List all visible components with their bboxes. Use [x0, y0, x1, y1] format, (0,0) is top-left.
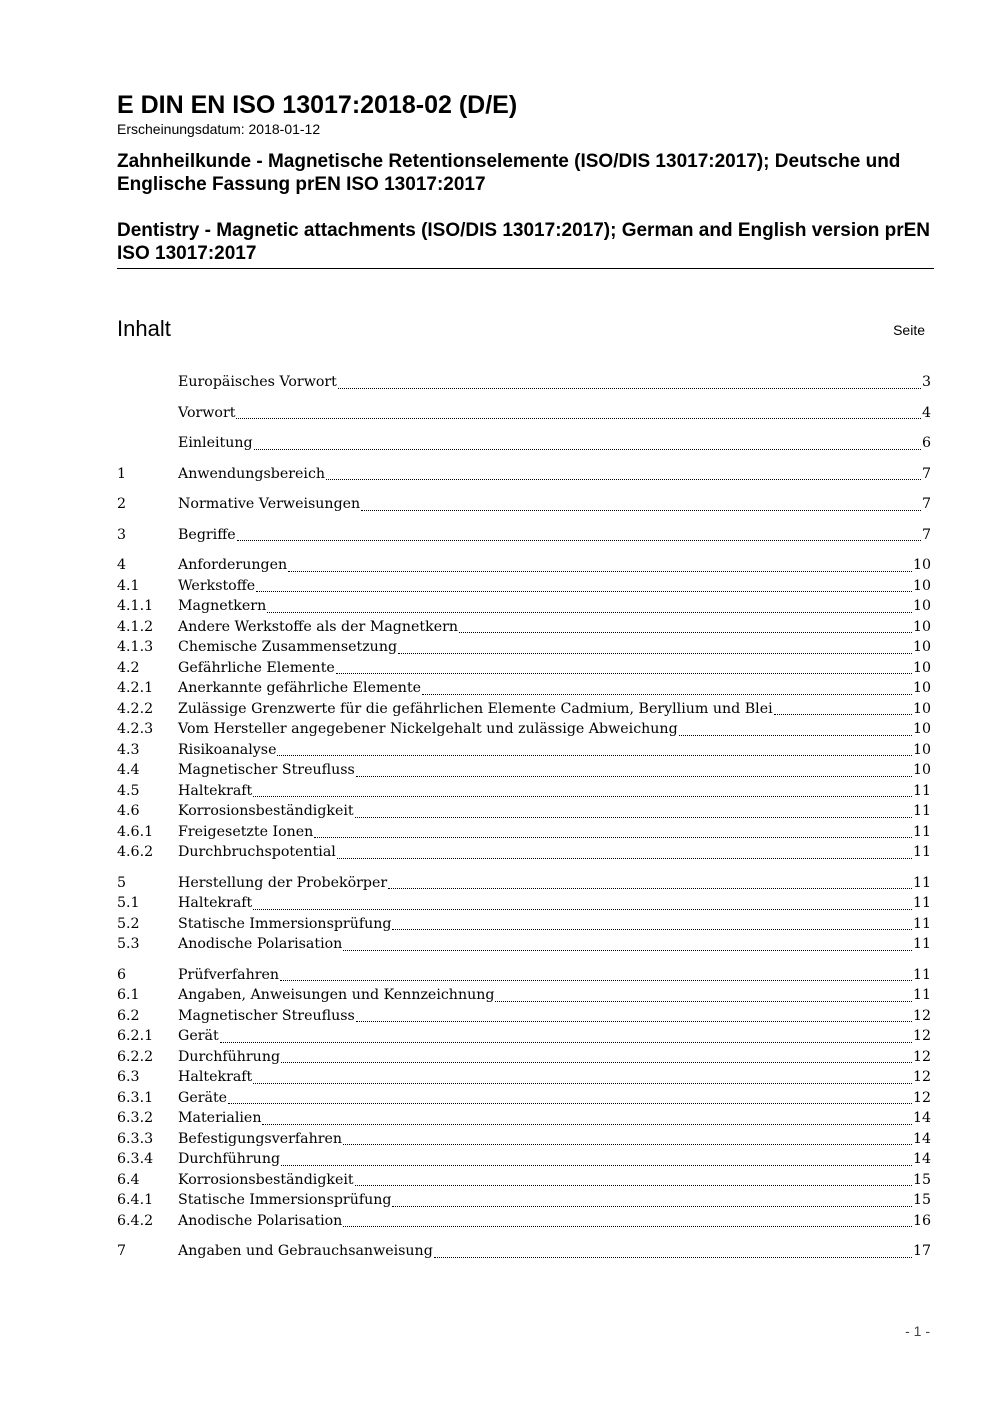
toc-entry-number: 5.3 — [117, 936, 140, 952]
toc-entry[interactable] — [117, 1108, 931, 1129]
toc-entry-number: 6 — [117, 966, 127, 983]
toc-dot-leader — [679, 734, 912, 736]
toc-entry[interactable] — [117, 893, 931, 914]
toc-entry[interactable] — [117, 1067, 931, 1088]
toc-entry-title: Durchführung — [178, 1151, 281, 1167]
toc-entry-title: Freigesetzte Ionen — [178, 823, 314, 840]
toc-entry-number: 4.1.2 — [117, 618, 154, 635]
toc-entry-page: 11 — [912, 936, 931, 952]
toc-entry-number: 5.2 — [117, 915, 140, 932]
toc-entry-title: Durchführung — [178, 1048, 281, 1065]
toc-entry-title: Statische Immersionsprüfung — [178, 1192, 392, 1208]
toc-dot-leader — [392, 1205, 911, 1207]
toc-entry[interactable] — [117, 965, 931, 986]
toc-dot-leader — [392, 928, 911, 930]
toc-entry[interactable] — [117, 781, 931, 802]
toc-entry-page: 14 — [912, 1110, 931, 1126]
toc-entry-title: Korrosionsbeständigkeit — [178, 1171, 354, 1188]
toc-entry-title: Magnetischer Streufluss — [178, 1007, 355, 1024]
toc-entry-page: 12 — [912, 1069, 931, 1085]
toc-dot-leader — [343, 1225, 912, 1227]
page-number: - 1 - — [905, 1323, 930, 1339]
toc-dot-leader — [262, 1123, 911, 1125]
toc-dot-leader — [253, 908, 912, 910]
toc-entry-page: 10 — [912, 659, 931, 676]
toc-entry-number: 7 — [117, 1243, 127, 1259]
toc-dot-leader — [422, 693, 912, 695]
toc-entry-number: 4.2.3 — [117, 721, 154, 737]
toc-dot-leader — [336, 672, 912, 674]
toc-entry-title: Haltekraft — [178, 895, 253, 911]
toc-dot-leader — [277, 754, 911, 756]
toc-entry[interactable] — [117, 372, 931, 393]
toc-entry-number: 4 — [117, 557, 127, 573]
toc-dot-leader — [388, 887, 912, 889]
toc-entry[interactable] — [117, 801, 931, 822]
toc-dot-leader — [267, 611, 912, 613]
title-english: Dentistry - Magnetic attachments (ISO/DIS 13017:2017); German and English version prEN ISO 13017:2017 — [117, 219, 934, 269]
toc-entry-title: Magnetkern — [178, 598, 267, 614]
toc-entry-page: 11 — [912, 823, 931, 840]
toc-entry-number — [117, 433, 178, 454]
toc-entry-number: 6.3.3 — [117, 1130, 154, 1147]
toc-entry-title: Materialien — [178, 1110, 262, 1126]
toc-entry-title: Haltekraft — [178, 1069, 253, 1085]
toc-dot-leader — [220, 1041, 912, 1043]
toc-dot-leader — [338, 387, 921, 389]
toc-entry[interactable] — [117, 699, 931, 720]
toc-entry-page: 14 — [912, 1151, 931, 1167]
toc-entry[interactable] — [117, 1170, 931, 1191]
toc-entry-page: 10 — [912, 741, 931, 758]
toc-dot-leader — [355, 1184, 912, 1186]
toc-entry-page: 17 — [912, 1243, 931, 1259]
toc-entry-page: 11 — [912, 844, 931, 860]
toc-entry[interactable] — [117, 433, 931, 454]
toc-dot-leader — [253, 1082, 912, 1084]
toc-entry-number: 6.3 — [117, 1069, 140, 1085]
toc-dot-leader — [256, 590, 912, 592]
toc-entry-number: 5 — [117, 874, 127, 891]
toc-entry-number: 6.2.2 — [117, 1048, 154, 1065]
toc-entry[interactable] — [117, 842, 931, 863]
toc-dot-leader — [343, 1143, 912, 1145]
toc-entry-page: 11 — [912, 803, 931, 819]
toc-entry-page: 14 — [912, 1130, 931, 1147]
toc-entry-page: 10 — [912, 721, 931, 737]
toc-entry-page: 3 — [921, 374, 931, 390]
title-german: Zahnheilkunde - Magnetische Retentionselemente (ISO/DIS 13017:2017); Deutsche und Englische Fassung prEN ISO 13017:2017 — [117, 151, 901, 195]
toc-entry[interactable] — [117, 494, 931, 515]
toc-entry-title: Statische Immersionsprüfung — [178, 915, 392, 932]
toc-entry-title: Haltekraft — [178, 782, 253, 799]
toc-dot-leader — [356, 1020, 912, 1022]
toc-entry-page: 10 — [912, 680, 931, 696]
toc-entry-page: 11 — [912, 895, 931, 911]
toc-entry-title: Einleitung — [178, 435, 253, 451]
toc-dot-leader — [237, 539, 921, 541]
toc-entry-title: Geräte — [178, 1089, 228, 1106]
toc-entry-title: Anerkannte gefährliche Elemente — [178, 680, 422, 696]
toc-entry-number: 3 — [117, 526, 127, 543]
toc-entry-number: 6.2.1 — [117, 1028, 154, 1044]
toc-entry[interactable] — [117, 719, 931, 740]
toc-dot-leader — [361, 509, 921, 511]
toc-dot-leader — [254, 448, 921, 450]
toc-entry-number — [117, 403, 178, 424]
toc-entry-page: 12 — [912, 1028, 931, 1044]
toc-entry-page: 10 — [912, 598, 931, 614]
toc-dot-leader — [236, 417, 921, 419]
toc-entry[interactable] — [117, 596, 931, 617]
toc-dot-leader — [281, 1164, 912, 1166]
toc-entry-title: Angaben und Gebrauchsanweisung — [178, 1243, 433, 1259]
document-header — [117, 90, 934, 269]
toc-entry-page: 12 — [912, 1007, 931, 1024]
toc-dot-leader — [398, 652, 912, 654]
toc-entry[interactable] — [117, 464, 931, 485]
toc-entry-number: 4.4 — [117, 762, 140, 778]
toc-entry-title: Vorwort — [178, 404, 236, 421]
toc-entry-page: 12 — [912, 1048, 931, 1065]
toc-entry-number: 5.1 — [117, 895, 140, 911]
toc-entry-title: Durchbruchspotential — [178, 844, 336, 860]
toc-entry[interactable] — [117, 740, 931, 761]
toc-entry-title: Korrosionsbeständigkeit — [178, 803, 354, 819]
toc-entry-number: 4.6.2 — [117, 844, 154, 860]
toc-entry[interactable] — [117, 1149, 931, 1170]
toc-entry-title: Gerät — [178, 1028, 219, 1044]
toc-entry-page: 11 — [912, 966, 931, 983]
toc-entry-title: Zulässige Grenzwerte für die gefährlichen Elemente Cadmium, Beryllium und Blei — [178, 700, 773, 717]
toc-entry-number: 6.3.4 — [117, 1151, 154, 1167]
toc-entry[interactable] — [117, 1190, 931, 1211]
toc-entry-page: 11 — [912, 987, 931, 1003]
toc-entry-title: Anodische Polarisation — [178, 936, 343, 952]
toc-entry-title: Gefährliche Elemente — [178, 659, 335, 676]
toc-entry[interactable] — [117, 525, 931, 546]
toc-entry-number: 4.1.3 — [117, 639, 154, 655]
toc-heading: Inhalt — [117, 316, 171, 341]
toc-entry-number: 4.1 — [117, 577, 140, 594]
toc-entry[interactable] — [117, 658, 931, 679]
toc-entry-page: 15 — [912, 1171, 931, 1188]
toc-entry[interactable] — [117, 1088, 931, 1109]
toc-dot-leader — [434, 1256, 912, 1258]
toc-entry-page: 10 — [912, 577, 931, 594]
toc-entry-title: Risikoanalyse — [178, 741, 277, 758]
toc-entry-number: 6.2 — [117, 1007, 140, 1024]
toc-entry-page: 16 — [912, 1212, 931, 1229]
toc-entry-page: 6 — [921, 435, 931, 451]
toc-entry-title: Europäisches Vorwort — [178, 374, 337, 390]
toc-entry-title: Befestigungsverfahren — [178, 1130, 343, 1147]
toc-entry[interactable] — [117, 637, 931, 658]
toc-entry-number: 6.1 — [117, 987, 140, 1003]
toc-entry[interactable] — [117, 576, 931, 597]
toc-entry-page: 11 — [912, 915, 931, 932]
toc-entry-number: 6.4 — [117, 1171, 140, 1188]
toc-entry-number: 4.1.1 — [117, 598, 154, 614]
toc-entry[interactable] — [117, 403, 931, 424]
toc-entry[interactable] — [117, 617, 931, 638]
toc-entry[interactable] — [117, 934, 931, 955]
publication-date: Erscheinungsdatum: 2018-01-12 — [117, 121, 321, 137]
toc-dot-leader — [356, 775, 912, 777]
toc-entry-title: Werkstoffe — [178, 577, 256, 594]
toc-entry-number — [117, 372, 178, 393]
toc-entry-page: 7 — [921, 465, 931, 482]
toc-entry-title: Herstellung der Probekörper — [178, 874, 388, 891]
toc-entry-number: 4.6 — [117, 803, 140, 819]
toc-entry-title: Magnetischer Streufluss — [178, 762, 355, 778]
toc-entry-page: 7 — [921, 526, 931, 543]
toc-entry-number: 6.4.1 — [117, 1192, 154, 1208]
toc-entry-title: Andere Werkstoffe als der Magnetkern — [178, 618, 459, 635]
toc-entry-number: 6.4.2 — [117, 1212, 154, 1229]
toc-entry[interactable] — [117, 1026, 931, 1047]
toc-dot-leader — [288, 570, 912, 572]
toc-page-label: Seite — [893, 322, 925, 338]
toc-entry[interactable] — [117, 760, 931, 781]
toc-entry-number: 4.6.1 — [117, 823, 154, 840]
toc-dot-leader — [326, 478, 921, 480]
table-of-contents — [117, 372, 931, 1262]
toc-entry-number: 4.2 — [117, 659, 140, 676]
toc-entry-title: Anodische Polarisation — [178, 1212, 343, 1229]
toc-entry-page: 10 — [912, 618, 931, 635]
toc-entry-number: 4.3 — [117, 741, 140, 758]
toc-entry[interactable] — [117, 1211, 931, 1232]
toc-entry-title: Prüfverfahren — [178, 966, 280, 983]
toc-entry-number: 6.3.1 — [117, 1089, 154, 1106]
toc-entry-number: 6.3.2 — [117, 1110, 154, 1126]
toc-dot-leader — [459, 631, 912, 633]
toc-entry-title: Angaben, Anweisungen und Kennzeichnung — [178, 987, 495, 1003]
toc-entry-page: 10 — [912, 700, 931, 717]
toc-entry-page: 11 — [912, 782, 931, 799]
toc-dot-leader — [314, 836, 912, 838]
toc-entry-page: 12 — [912, 1089, 931, 1106]
toc-entry-page: 10 — [912, 639, 931, 655]
toc-entry[interactable] — [117, 1006, 931, 1027]
toc-entry-page: 7 — [921, 496, 931, 512]
toc-entry-title: Begriffe — [178, 526, 236, 543]
toc-entry-title: Anforderungen — [178, 557, 288, 573]
toc-entry-number: 4.5 — [117, 782, 140, 799]
toc-entry[interactable] — [117, 914, 931, 935]
document-id: E DIN EN ISO 13017:2018-02 (D/E) — [117, 91, 518, 119]
toc-entry-title: Anwendungsbereich — [178, 465, 326, 482]
toc-dot-leader — [253, 795, 912, 797]
toc-entry[interactable] — [117, 555, 931, 576]
toc-dot-leader — [337, 857, 912, 859]
toc-dot-leader — [774, 713, 912, 715]
toc-entry[interactable] — [117, 822, 931, 843]
toc-entry-number: 2 — [117, 496, 127, 512]
toc-entry-page: 15 — [912, 1192, 931, 1208]
toc-entry-number: 1 — [117, 465, 127, 482]
toc-heading-row — [117, 315, 925, 345]
toc-entry[interactable] — [117, 678, 931, 699]
toc-entry[interactable] — [117, 1047, 931, 1068]
toc-dot-leader — [495, 1000, 911, 1002]
toc-entry-number: 4.2.2 — [117, 700, 154, 717]
toc-entry-page: 4 — [921, 404, 931, 421]
toc-entry-page: 10 — [912, 762, 931, 778]
toc-entry[interactable] — [117, 1241, 931, 1262]
toc-entry-title: Vom Hersteller angegebener Nickelgehalt und zulässige Abweichung — [178, 721, 678, 737]
toc-dot-leader — [343, 949, 912, 951]
toc-dot-leader — [228, 1102, 912, 1104]
toc-dot-leader — [280, 979, 912, 981]
toc-entry[interactable] — [117, 1129, 931, 1150]
toc-entry-page: 10 — [912, 557, 931, 573]
toc-entry-title: Normative Verweisungen — [178, 496, 361, 512]
toc-dot-leader — [355, 816, 912, 818]
toc-entry[interactable] — [117, 873, 931, 894]
toc-entry-title: Chemische Zusammensetzung — [178, 639, 398, 655]
toc-entry-number: 4.2.1 — [117, 680, 154, 696]
toc-entry[interactable] — [117, 985, 931, 1006]
toc-dot-leader — [281, 1061, 912, 1063]
toc-entry-page: 11 — [912, 874, 931, 891]
